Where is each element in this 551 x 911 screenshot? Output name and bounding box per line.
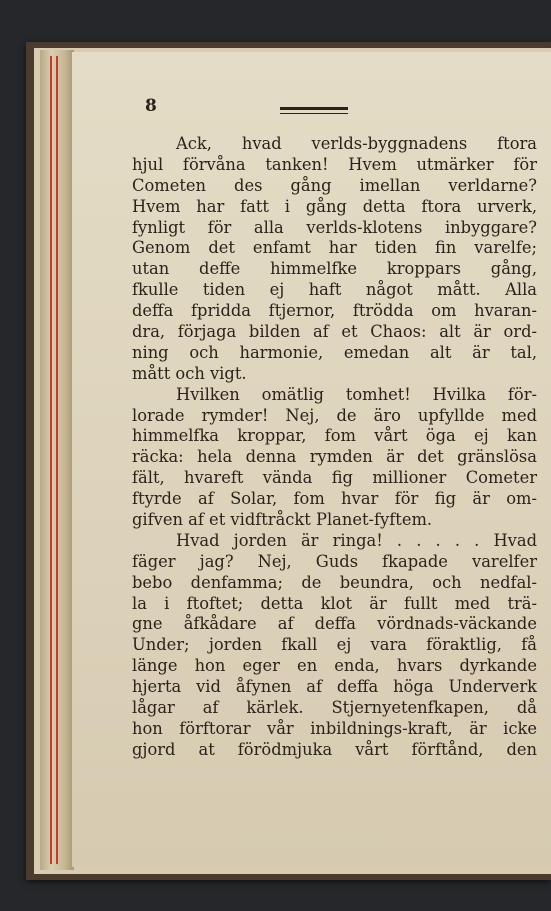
text-line: Hvem har fatt i gång detta ftora urverk, [132, 196, 537, 216]
book-spine [40, 50, 74, 870]
text-line: mått och vigt. [132, 363, 247, 383]
text-line: lorade rymder! Nej, de äro upfyllde med [132, 405, 537, 425]
text-line: fäger jag? Nej, Guds fkapade varelfer [132, 551, 537, 571]
text-line: dra, förjaga bilden af et Chaos: alt är ord- [132, 322, 537, 342]
text-line: hon förftorar vår inbildnings-kraft, är icke [132, 718, 537, 738]
text-line: hjerta vid åfynen af deffa höga Underverk [132, 677, 537, 697]
text-line: hjul förvåna tanken! Hvem utmärker för [132, 154, 537, 174]
text-line: fkulle tiden ej haft något mått. Alla [132, 280, 537, 300]
text-line: bebo denfamma; de beundra, och nedfal- [132, 572, 537, 592]
text-line: himmelfka kroppar, fom vårt öga ej kan [132, 426, 537, 446]
text-line: gne åfkådare af deffa vördnads-väckande [132, 614, 537, 634]
text-line: gjord at förödmjuka vårt förftånd, den [132, 739, 537, 759]
header-rule [280, 107, 348, 110]
text-line: ftyrde af Solar, fom hvar för fig är om- [132, 489, 537, 509]
text-line: lågar af kärlek. Stjernyetenfkapen, då [132, 698, 537, 718]
text-line: la i ftoftet; detta klot är fullt med trä- [132, 593, 537, 613]
text-line: Under; jorden fkall ej vara föraktlig, få [132, 635, 537, 655]
text-line: fält, hvareft vända fig millioner Cometer [132, 468, 537, 488]
text-line: utan deffe himmelfke kroppars gång, [132, 259, 537, 279]
text-line: ning och harmonie, emedan alt är tal, [132, 342, 537, 362]
page-text [132, 134, 537, 761]
text-line: länge hon eger en enda, hvars dyrkande [132, 656, 537, 676]
text-line: Genom det enfamt har tiden fin varelfe; [132, 238, 537, 258]
binding-thread [50, 56, 52, 864]
text-line: räcka: hela denna rymden är det gränslösa [132, 447, 537, 467]
text-line: gifven af et vidftråckt Planet-fyftem. [132, 510, 433, 530]
header-rule-thin [280, 113, 348, 114]
text-line: Hvad jorden är ringa! . . . . . Hvad [176, 530, 537, 550]
text-line: Cometen des gång imellan verldarne? [132, 175, 537, 195]
binding-thread [56, 56, 58, 864]
text-line: deffa fpridda ftjernor, ftrödda om hvaran- [132, 301, 537, 321]
text-line: Ack, hvad verlds-byggnadens ftora [176, 134, 537, 153]
book-page [72, 52, 551, 867]
text-line: Hvilken omätlig tomhet! Hvilka för- [176, 384, 537, 404]
text-line: fynligt för alla verlds-klotens inbyggare? [132, 217, 537, 237]
page-number: 8 [145, 96, 157, 116]
